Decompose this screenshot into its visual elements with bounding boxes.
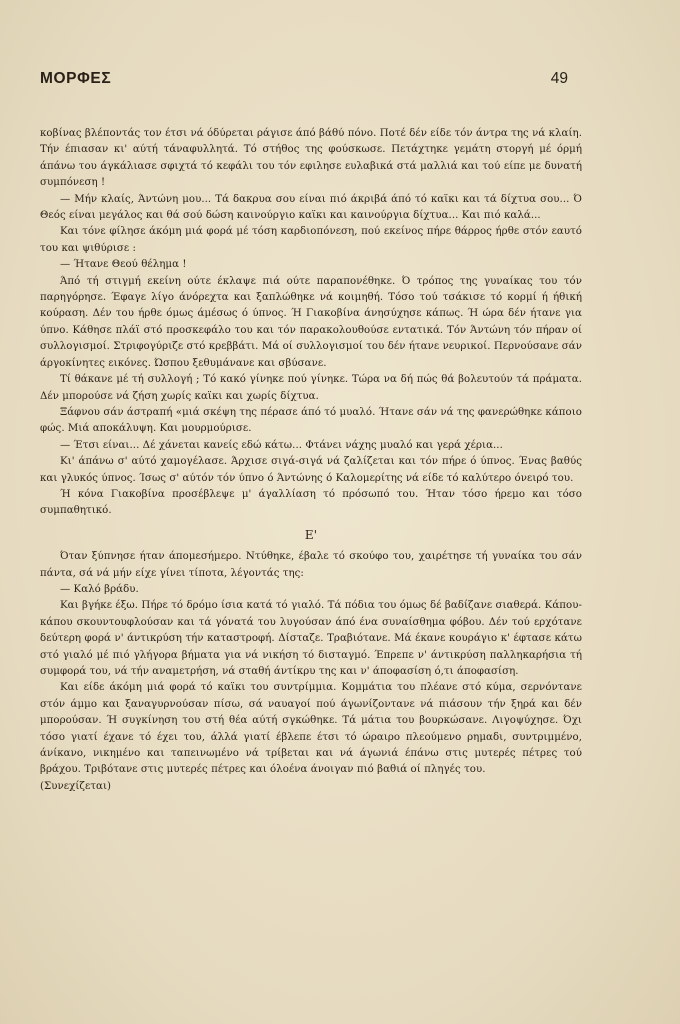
page-number: 49 [550,70,568,87]
paragraph: — Μήν κλαίς, Άντώνη μου... Τά δακρυα σου είναι πιό άκριβά άπό τό καϊκι και τά δίχτυα σου... Ό Θεός είναι μεγάλος και θά σού δώση καινούργιο καϊκι και καινούργια δίχτυα... Και πιό καλά... [40,193,582,222]
paragraph: κοβίνας βλέποντάς τον έτσι νά όδύρεται ράγισε άπό βάθύ πόνο. Ποτέ δέν είδε τόν άντρα της νά κλαίη. Τήν έπιασαν κι' αύτή τάναφυλλητά. Τό στήθος της φούσκωσε. Πετάχτηκε γεμάτη στοργή μέ όρμή άπάνω του άγκάλιασε σφιχτά τό κεφάλι του τόν εφιλησε ευλαβικά στά μαλλιά και τού είπε με δυνατή συμπόνεση ! [40,128,582,189]
paragraph: Άπό τή στιγμή εκείνη ούτε έκλαψε πιά ούτε παραπονέθηκε. Ό τρόπος της γυναίκας του τόν παρηγόρησε. Έφαγε λίγο άνόρεχτα και ξαπλώθηκε νά κοιμηθή. Τόσο τού τσάκισε τό κορμί ή ήθική κούραση. Δέν του ήρθε όμως άμέσως ό ύπνος. Ή Γιακοβίνα άνησύχησε κάπως. Ή ώρα δέν ήτανε για ύπνο. Κάθησε πλάϊ στό προσκεφάλο του και τόν παρακολουθούσε εντατικά. Τόν Άντώνη τόν πήραν οί συλλογισμοί. Στριφογύριζε στό κρεββάτι. Μά οί συλλογισμοί του δέν ήτανε νευρικοί. Περνούσανε σάν άργοκίνητες εικόνες. Ώσπου ξεθυμάνανε και σβύσανε. [40,275,582,369]
page-header [40,70,568,88]
paragraph: Και βγήκε έξω. Πήρε τό δρόμο ίσια κατά τό γιαλό. Τά πόδια του όμως δέ βαδίζανε σιαθερά. Κάπου-κάπου σκουντουφλούσαν και τά γόνατά του λυγούσαν άπό ένα συναίσθημα φόβου. Δέν τού ερχότανε δεύτερη φορά ν' άντικρύση τήν καταστροφή. Δίσταζε. Τραβιότανε. Μά έκανε κουράγιο κ' έφτασε κάτω στό γιαλό μέ πιό γλήγορα βήματα για νά νικήση τό δισταγμό. Έπρεπε ν' άντικρύση παλληκαρήσια τή συμφορά του, νά τήν αναμετρήση, νά σταθή άντίκρυ της και ν' άποφασίση ό,τι άποφασίση. [40,600,582,677]
paragraph: Και τόνε φίλησε άκόμη μιά φορά μέ τόση καρδιοπόνεση, πού εκείνος πήρε θάρρος ήρθε στόν εαυτό του και ψιθύρισε : [40,226,582,254]
paragraph: — Έτσι είναι... Δέ χάνεται κανείς εδώ κάτω... Φτάνει νάχης μυαλό και γερά χέρια... [60,439,503,451]
paragraph: Ή κόνα Γιακοβίνα προσέβλεψε μ' άγαλλίαση τό πρόσωπό του. Ήταν τόσο ήρεμο και τόσο συμπαθητικό. [40,488,582,517]
paragraph: — Καλό βράδυ. [60,583,139,595]
continued-note: (Συνεχίζεται) [40,780,112,792]
article-body [40,126,582,795]
paragraph: Και είδε άκόμη μιά φορά τό καϊκι του συντρίμμια. Κομμάτια του πλέανε στό κύμα, σερνόντανε στόν άμμο και ξαναγυρνούσαν πίσω, σά ναυαγοί πού άγωνίζοντανε νά πιάσουν τήν ξηρά και δέν μπορούσαν. Ή συγκίνηση του στή θέα αύτή σγκώθηκε. Τά μάτια του βουρκώσανε. Λιγοψύχησε. Όχι τόσο γιατί έχανε τό έχει του, άλλά γιατί έβλεπε έτσι τό ώραιρο πλεούμενο ρημαδι, συντριμμένο, άνίκανο, νικημένο και ταπεινωμένο νά τρίβεται και νά άγωνιά έπάνω στις μυτερές πέτρες τού βράχου. Τριβότανε στις μυτερές πέτρες και όλοένα άνοιγαν πιό βαθιά οί πληγές του. [40,682,582,776]
paragraph: Κι' άπάνω σ' αύτό χαμογέλασε. Άρχισε σιγά-σιγά νά ζαλίζεται και τόν πήρε ό ύπνος. Ένας βαθύς και γλυκός ύπνος. Ίσως σ' αύτόν τόν ύπνο ό Άντώνης ό Καλομερίτης νά είδε τό καλύτερο όνειρό του. [40,456,582,484]
section-mark: Ε' [304,527,318,542]
article-section-after [40,549,582,779]
running-head: ΜΟΡΦΕΣ [40,70,112,87]
paragraph: Όταν ξύπνησε ήταν άπομεσήμερο. Ντύθηκε, έβαλε τό σκούφο του, χαιρέτησε τή γυναίκα του σάν πάντα, σά νά μήν είχε γίνει τίποτα, λέγοντάς της: [40,551,582,579]
paragraph: Ξάφνου σάν άστραπή «μιά σκέψη της πέρασε άπό τό μυαλό. Ήτανε σάν νά της φανερώθηκε κάποιο φώς. Μιά αποκάλυψη. Και μουρμούρισε. [40,406,582,435]
article-section-before [40,126,582,520]
paragraph: Τί θάκανε μέ τή συλλογή ; Τό κακό γίνηκε πού γίνηκε. Τώρα να δή πώς θά βολευτούν τά πράματα. Δέν μπορούσε νά ζήση χωρίς καϊκι και χωρίς δίχτυα. [40,374,582,402]
paragraph: — Ήτανε Θεού θέλημα ! [60,259,187,271]
